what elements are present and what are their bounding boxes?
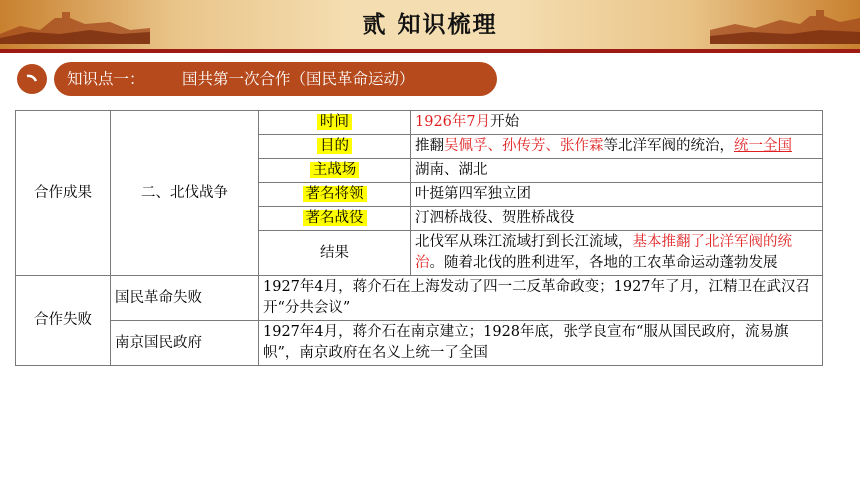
page-title: 贰 知识梳理	[362, 12, 498, 38]
header-banner	[0, 0, 860, 49]
text-segment: 叶挺第四军独立团	[415, 186, 531, 202]
red-text-segment: 统一全国	[734, 138, 792, 154]
failure-value-cell: 1927年4月，蒋介石在南京建立；1928年底，张学良宣布“服从国民政府，流易旗帜”，南京政府在名义上统一了全国	[259, 321, 823, 366]
header-divider	[0, 49, 860, 53]
row-key-cell	[259, 183, 411, 207]
row-key: 著名战役	[303, 210, 367, 226]
red-text-segment: 1926年7月	[415, 114, 491, 130]
row-value-cell	[411, 183, 823, 207]
text-segment: 等北洋军阀的统治，	[603, 138, 734, 154]
table-row	[16, 276, 823, 321]
cooperation-failure-cell: 合作失败	[16, 276, 111, 366]
row-key-cell	[259, 111, 411, 135]
text-segment: 推翻	[415, 138, 444, 154]
row-key-cell	[259, 207, 411, 231]
red-text-segment: 吴佩孚、孙传芳、张作霖	[444, 138, 604, 154]
text-segment: 开始	[490, 114, 520, 130]
row-value-cell	[411, 111, 823, 135]
text-segment: 汀泗桥战役、贺胜桥战役	[415, 210, 575, 226]
knowledge-point-label: 知识点一：	[67, 70, 145, 88]
row-value-cell	[411, 231, 823, 276]
red-text-segment: 基本推翻了北洋军阀的统治	[415, 234, 792, 271]
row-key: 主战场	[310, 162, 360, 178]
knowledge-point-circle-icon	[17, 64, 47, 94]
row-key-cell	[259, 159, 411, 183]
row-value-cell	[411, 135, 823, 159]
row-key-cell	[259, 231, 411, 276]
text-segment: 。随着北伐的胜利进军，各地的工农革命运动蓬勃发展	[429, 255, 778, 271]
failure-key-cell: 国民革命失败	[111, 276, 259, 321]
knowledge-table	[15, 110, 823, 366]
row-key: 结果	[320, 244, 349, 261]
failure-key-cell: 南京国民政府	[111, 321, 259, 366]
table-row	[16, 321, 823, 366]
northern-expedition-cell: 二、北伐战争	[111, 111, 259, 276]
knowledge-point-topic: 国共第一次合作（国民革命运动）	[182, 70, 415, 88]
row-key-cell	[259, 135, 411, 159]
row-value-cell	[411, 159, 823, 183]
table-row	[16, 111, 823, 135]
failure-value-cell: 1927年4月，蒋介石在上海发动了四一二反革命政变；1927年了月，江精卫在武汉召开“分共会议”	[259, 276, 823, 321]
row-key: 目的	[317, 138, 352, 154]
knowledge-point-bar	[54, 62, 497, 96]
row-key: 著名将领	[303, 186, 367, 202]
text-segment: 北伐军从珠江流域打到长江流域，	[415, 234, 633, 250]
row-key: 时间	[317, 114, 352, 130]
cooperation-result-cell: 合作成果	[16, 111, 111, 276]
row-value-cell	[411, 207, 823, 231]
text-segment: 湖南、湖北	[415, 162, 488, 178]
